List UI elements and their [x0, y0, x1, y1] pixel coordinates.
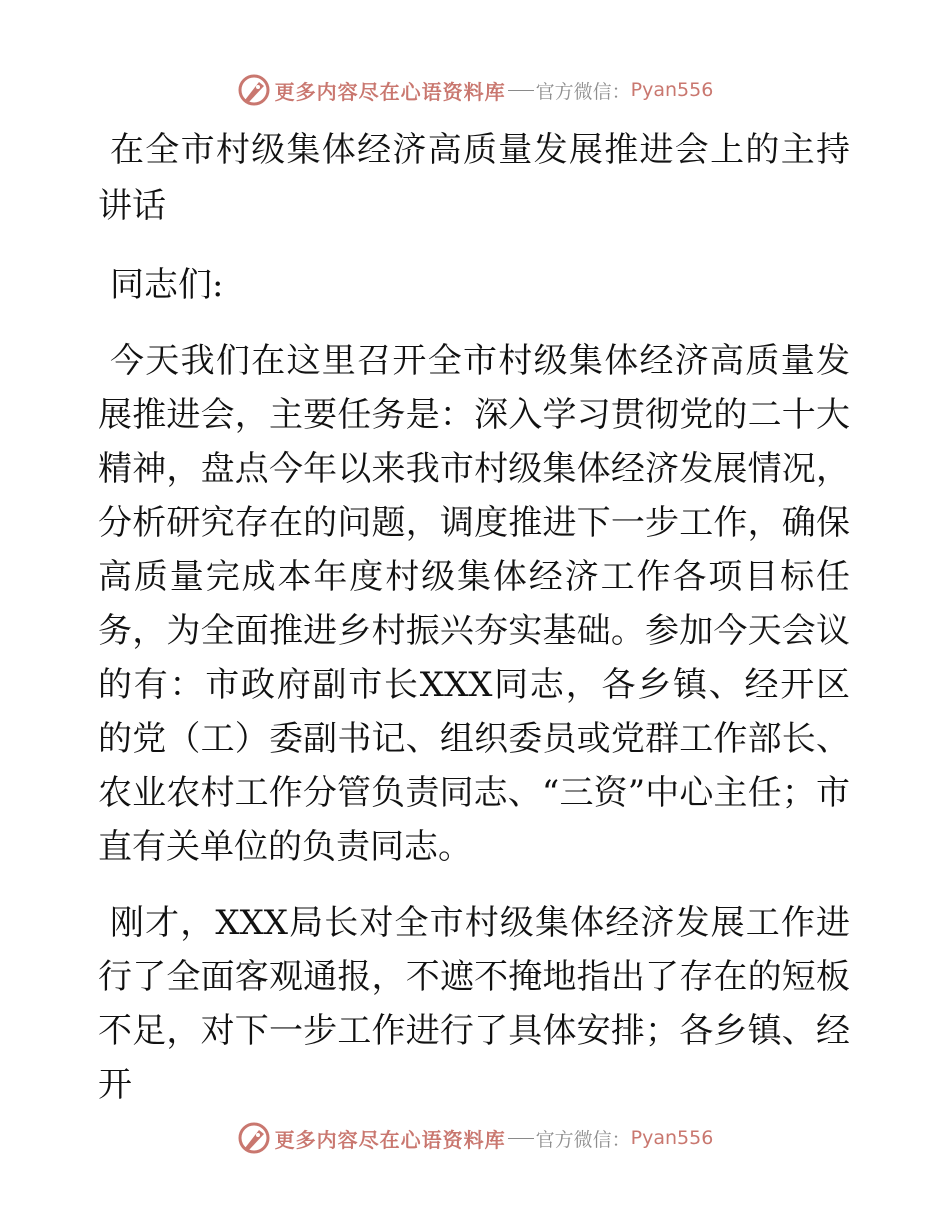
banner-wechat-label: 官方微信： [535, 80, 631, 103]
banner-wechat-id: Pyan556 [630, 79, 714, 101]
header-banner [0, 70, 950, 110]
pen-nib-circle-icon [237, 1121, 271, 1155]
salutation: 同志们: [110, 265, 224, 305]
banner-dash [508, 90, 534, 91]
banner-wechat-label: 官方微信： [535, 1128, 631, 1151]
document-body [98, 122, 850, 1112]
footer-banner [0, 1118, 950, 1158]
paragraph-2: 刚才，XXX局长对全市村级集体经济发展工作进行了全面客观通报，不遮不掩地指出了存在的短板不足，对下一步工作进行了具体安排；各乡镇、经开 [98, 903, 850, 1105]
banner-main-text: 更多内容尽在心语资料库 [274, 79, 506, 104]
banner-main-text: 更多内容尽在心语资料库 [274, 1127, 506, 1152]
document-title: 在全市村级集体经济高质量发展推进会上的主持讲话 [98, 130, 850, 226]
banner-wechat-id: Pyan556 [630, 1127, 714, 1149]
pen-nib-circle-icon [237, 73, 271, 107]
paragraph-1: 今天我们在这里召开全市村级集体经济高质量发展推进会，主要任务是：深入学习贯彻党的二十大精神，盘点今年以来我市村级集体经济发展情况，分析研究存在的问题，调度推进下一步工作，确保高质量完成本年度村级集体经济工作各项目标任务，为全面推进乡村振兴夯实基础。参加今天会议的有：市政府副市长XXX同志，各乡镇、经开区的党（工）委副书记、组织委员或党群工作部长、农业农村工作分管负责同志、“三资”中心主任；市直有关单位的负责同志。 [98, 341, 850, 867]
banner-dash [508, 1138, 534, 1139]
